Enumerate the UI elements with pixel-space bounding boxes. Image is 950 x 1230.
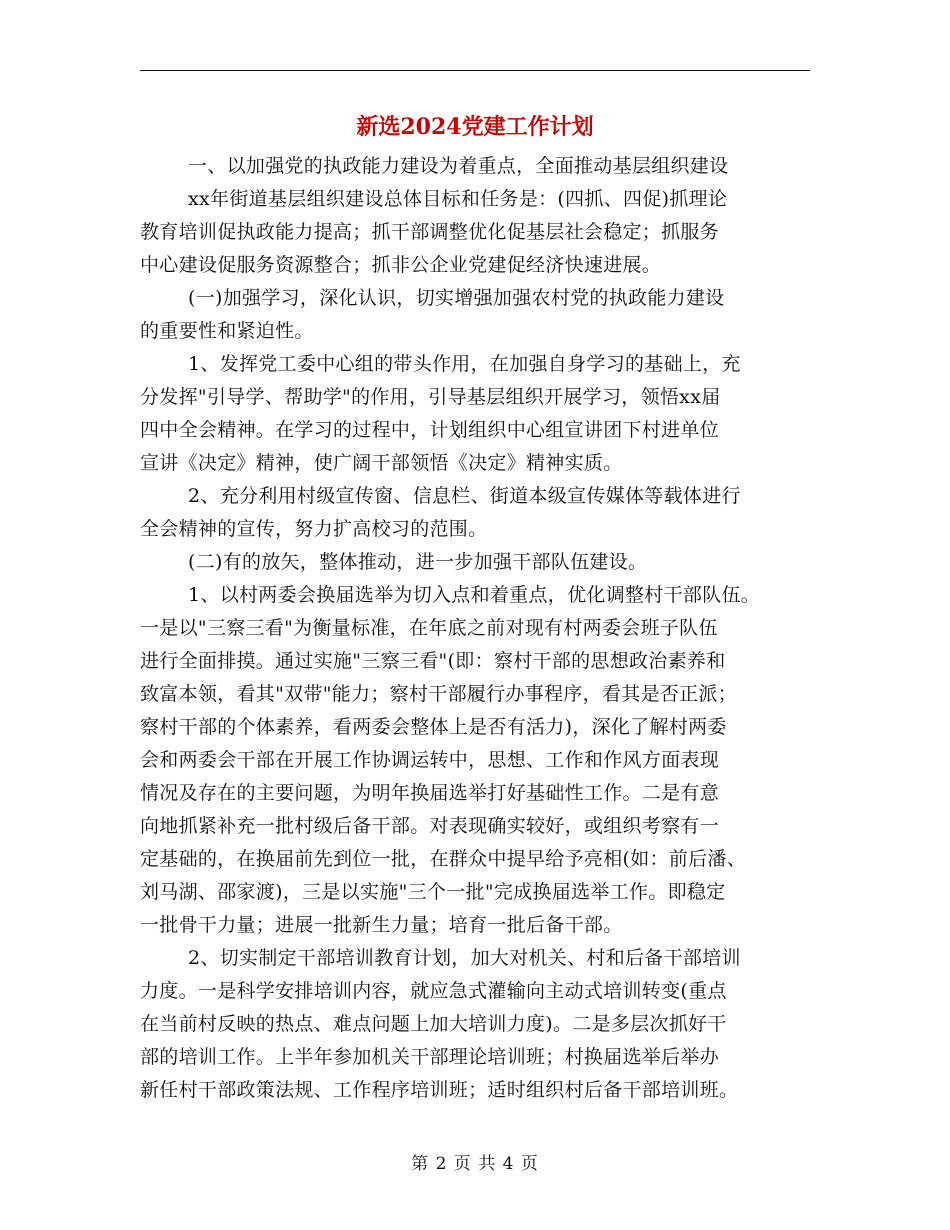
header-rule [140,70,810,71]
paragraph-line: (一)加强学习，深化认识，切实增强加强农村党的执政能力建设 [188,287,725,309]
paragraph-line: 中心建设促服务资源整合；抓非公企业党建促经济快速进展。 [140,254,662,276]
paragraph-line: 宣讲《决定》精神，使广阔干部领悟《决定》精神实质。 [140,452,623,474]
paragraph-line: 向地抓紧补充一批村级后备干部。对表现确实较好，或组织考察有一 [140,815,720,837]
paragraph-line: 情况及存在的主要问题，为明年换届选举打好基础性工作。二是有意 [140,782,720,804]
paragraph-line: 会和两委会干部在开展工作协调运转中，思想、工作和作风方面表现 [140,749,720,771]
paragraph-line: 的重要性和紧迫性。 [140,320,314,342]
paragraph-line: xx年街道基层组织建设总体目标和任务是：(四抓、四促)抓理论 [188,188,728,210]
paragraph-line: 1、以村两委会换届选举为切入点和着重点，优化调整村干部队伍。 [188,584,761,606]
paragraph-line: 一是以"三察三看"为衡量标准，在年底之前对现有村两委会班子队伍 [140,617,718,639]
paragraph-line: 察村干部的个体素养，看两委会整体上是否有活力)，深化了解村两委 [140,716,727,738]
document-title: 新选2024党建工作计划 [356,114,594,140]
paragraph-line: 刘马湖、邵家渡)，三是以实施"三个一批"完成换届选举工作。即稳定 [140,881,726,903]
paragraph-line: 四中全会精神。在学习的过程中，计划组织中心组宣讲团下村进单位 [140,419,720,441]
paragraph-line: 部的培训工作。上半年参加机关干部理论培训班；村换届选举后举办 [140,1046,720,1068]
paragraph-line: 进行全面排摸。通过实施"三察三看"(即：察村干部的思想政治素养和 [140,650,726,672]
paragraph-line: 教育培训促执政能力提高；抓干部调整优化促基层社会稳定；抓服务 [140,221,720,243]
paragraph-line: 2、充分利用村级宣传窗、信息栏、街道本级宣传媒体等载体进行 [188,485,741,507]
paragraph-line: 致富本领，看其"双带"能力；察村干部履行办事程序，看其是否正派； [140,683,738,705]
page-number-footer: 第 2 页 共 4 页 [411,1154,539,1174]
paragraph-line: 1、发挥党工委中心组的带头作用，在加强自身学习的基础上，充 [188,353,741,375]
paragraph-line: 分发挥"引导学、帮助学"的作用，引导基层组织开展学习，领悟xx届 [140,386,721,408]
paragraph-line: 在当前村反映的热点、难点问题上加大培训力度)。二是多层次抓好干 [140,1013,727,1035]
paragraph-line: 新任村干部政策法规、工作程序培训班；适时组织村后备干部培训班。 [140,1079,739,1101]
paragraph-line: (二)有的放矢，整体推动，进一步加强干部队伍建设。 [188,551,648,573]
paragraph-line: 全会精神的宣传，努力扩高校习的范围。 [140,518,488,540]
paragraph-line: 力度。一是科学安排培训内容，就应急式灌输向主动式培训转变(重点 [140,980,727,1002]
paragraph-line: 定基础的，在换届前先到位一批，在群众中提早给予亮相(如：前后潘、 [140,848,747,870]
paragraph-line: 2、切实制定干部培训教育计划，加大对机关、村和后备干部培训 [188,947,741,969]
paragraph-line: 一、以加强党的执政能力建设为着重点，全面推动基层组织建设 [188,155,729,177]
paragraph-line: 一批骨干力量；进展一批新生力量；培育一批后备干部。 [140,914,623,936]
